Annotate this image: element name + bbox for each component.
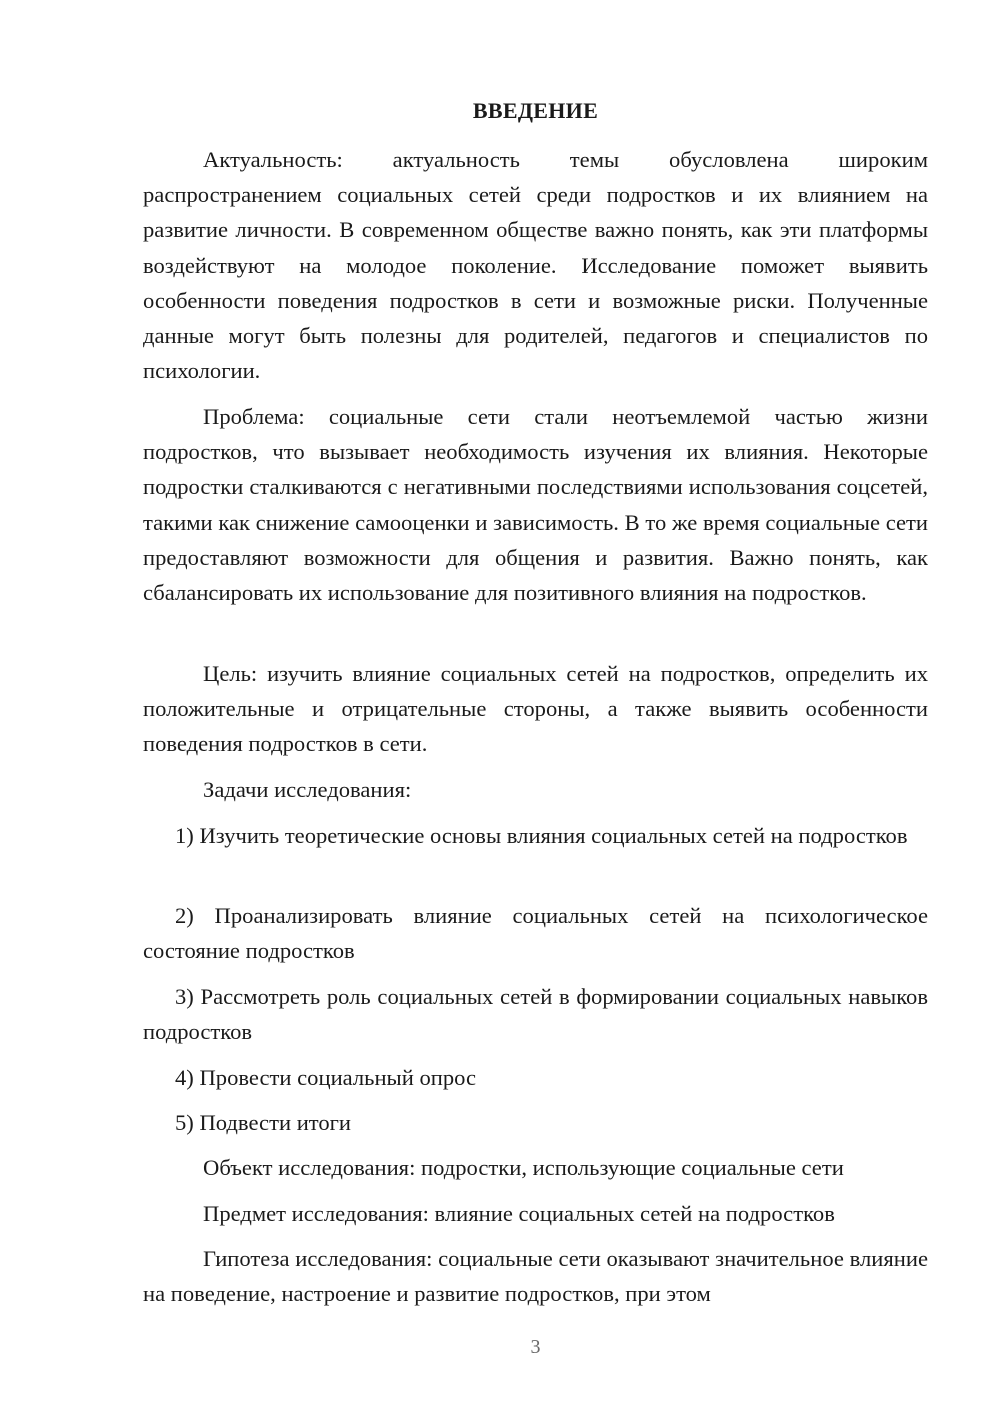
paragraph-problem: Проблема: социальные сети стали неотъемлемой частью жизни подростков, что вызывает необходимость изучения их влияния. Некоторые подростки сталкиваются с негативными последствиями использования соцсетей, такими как снижение самооценки и зависимость. В то же время социальные сети предоставляют возможности для общения и развития. Важно понять, как сбалансировать их использование для позитивного влияния на подростков. (143, 404, 928, 606)
paragraph-subject: Предмет исследования: влияние социальных сетей на подростков (203, 1201, 835, 1226)
paragraph-relevance: Актуальность: актуальность темы обусловлена широким распространением социальных сетей среди подростков и их влиянием на развитие личности. В современном обществе важно понять, как эти платформы воздействуют на молодое поколение. Исследование поможет выявить особенности поведения подростков в сети и возможные риски. Полученные данные могут быть полезны для родителей, педагогов и специалистов по психологии. (143, 147, 928, 384)
paragraph-goal: Цель: изучить влияние социальных сетей на подростков, определить их положительные и отрицательные стороны, а также выявить особенности поведения подростков в сети. (143, 661, 928, 757)
paragraph-tasks-heading: Задачи исследования: (203, 777, 412, 802)
task-item-2: 2) Проанализировать влияние социальных сетей на психологическое состояние подростков (143, 903, 928, 964)
page-title: ВВЕДЕНИЕ (472, 98, 599, 123)
document-page (143, 0, 928, 1414)
paragraph-hypothesis: Гипотеза исследования: социальные сети оказывают значительное влияние на поведение, настроение и развитие подростков, при этом (143, 1246, 928, 1307)
paragraph-object: Объект исследования: подростки, использующие социальные сети (203, 1155, 844, 1180)
task-item-1: 1) Изучить теоретические основы влияния социальных сетей на подростков (175, 823, 908, 848)
task-item-4: 4) Провести социальный опрос (175, 1065, 477, 1090)
page-number: 3 (530, 1336, 541, 1358)
task-item-3: 3) Рассмотреть роль социальных сетей в формировании социальных навыков подростков (143, 984, 928, 1045)
task-item-5: 5) Подвести итоги (175, 1110, 352, 1135)
